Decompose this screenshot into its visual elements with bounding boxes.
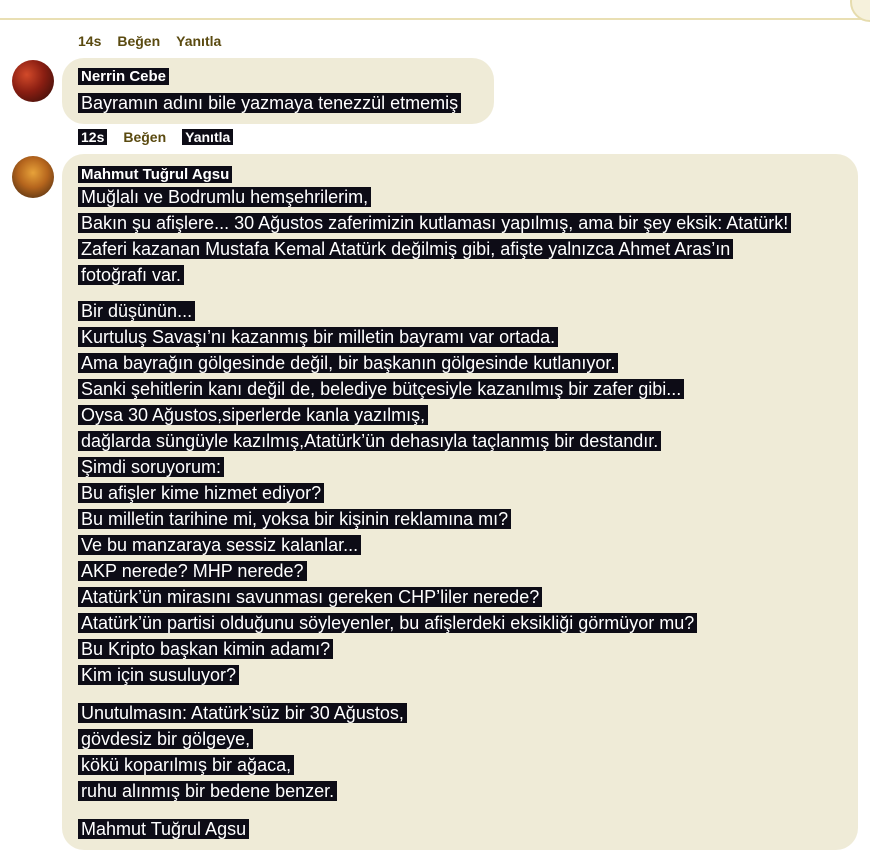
avatar[interactable] xyxy=(12,60,54,102)
comment-line: fotoğrafı var. xyxy=(78,265,184,285)
comment-line: Bu Kripto başkan kimin adamı? xyxy=(78,639,333,659)
comment-line: dağlarda süngüyle kazılmış,Atatürk’ün dehasıyla taçlanmış bir destandır. xyxy=(78,431,661,451)
comment-line: Atatürk’ün partisi olduğunu söyleyenler, bu afişlerdeki eksikliği görmüyor mu? xyxy=(78,613,697,633)
comment-paragraph xyxy=(78,700,407,804)
comment-line: Bir düşünün... xyxy=(78,301,195,321)
comment-line: ruhu alınmış bir bedene benzer. xyxy=(78,781,337,801)
comment-line: gövdesiz bir gölgeye, xyxy=(78,729,253,749)
comment-time[interactable]: 12s xyxy=(78,129,107,145)
prev-reply-button[interactable]: Yanıtla xyxy=(176,33,222,49)
comment-line: Sanki şehitlerin kanı değil de, belediye bütçesiyle kazanılmış bir zafer gibi... xyxy=(78,379,684,399)
comment-line: Kim için susuluyor? xyxy=(78,665,239,685)
comment-line: Oysa 30 Ağustos,siperlerde kanla yazılmış, xyxy=(78,405,428,425)
comment-signature xyxy=(78,816,249,842)
reply-button[interactable]: Yanıtla xyxy=(182,129,233,145)
top-divider xyxy=(0,18,870,20)
comment-line: Ve bu manzaraya sessiz kalanlar... xyxy=(78,535,361,555)
comment-line: Bakın şu afişlere... 30 Ağustos zaferimizin kutlaması yapılmış, ama bir şey eksik: Atatürk! xyxy=(78,213,791,233)
comment-bubble xyxy=(62,154,858,850)
like-button[interactable]: Beğen xyxy=(123,129,167,145)
comment-author[interactable]: Nerrin Cebe xyxy=(78,68,169,85)
comment-line: Unutulmasın: Atatürk’süz bir 30 Ağustos, xyxy=(78,703,407,723)
avatar[interactable] xyxy=(12,156,54,198)
comment-line: Muğlalı ve Bodrumlu hemşehrilerim, xyxy=(78,187,371,207)
comment-line: Bu milletin tarihine mi, yoksa bir kişinin reklamına mı? xyxy=(78,509,511,529)
comment-author[interactable]: Mahmut Tuğrul Agsu xyxy=(78,166,232,183)
comment-paragraph xyxy=(78,298,697,688)
prev-comment-actions xyxy=(78,33,221,49)
comment-text: Bayramın adını bile yazmaya tenezzül etmemiş xyxy=(78,90,461,116)
signature-line: Mahmut Tuğrul Agsu xyxy=(78,819,249,839)
comment-line: Bu afişler kime hizmet ediyor? xyxy=(78,483,324,503)
comment-actions xyxy=(78,129,233,145)
comment-bubble xyxy=(62,58,494,124)
prev-like-button[interactable]: Beğen xyxy=(117,33,161,49)
comment-line: kökü koparılmış bir ağaca, xyxy=(78,755,294,775)
comment-line: AKP nerede? MHP nerede? xyxy=(78,561,307,581)
comment-line: Atatürk’ün mirasını savunması gereken CHP’liler nerede? xyxy=(78,587,542,607)
prev-comment-time[interactable]: 14s xyxy=(78,33,102,49)
comment-line: Şimdi soruyorum: xyxy=(78,457,224,477)
comment-line: Zaferi kazanan Mustafa Kemal Atatürk değilmiş gibi, afişte yalnızca Ahmet Aras’ın xyxy=(78,239,733,259)
comment-line: Kurtuluş Savaşı’nı kazanmış bir milletin bayramı var ortada. xyxy=(78,327,558,347)
comment-paragraph xyxy=(78,184,791,288)
comment-line: Ama bayrağın gölgesinde değil, bir başkanın gölgesinde kutlanıyor. xyxy=(78,353,618,373)
